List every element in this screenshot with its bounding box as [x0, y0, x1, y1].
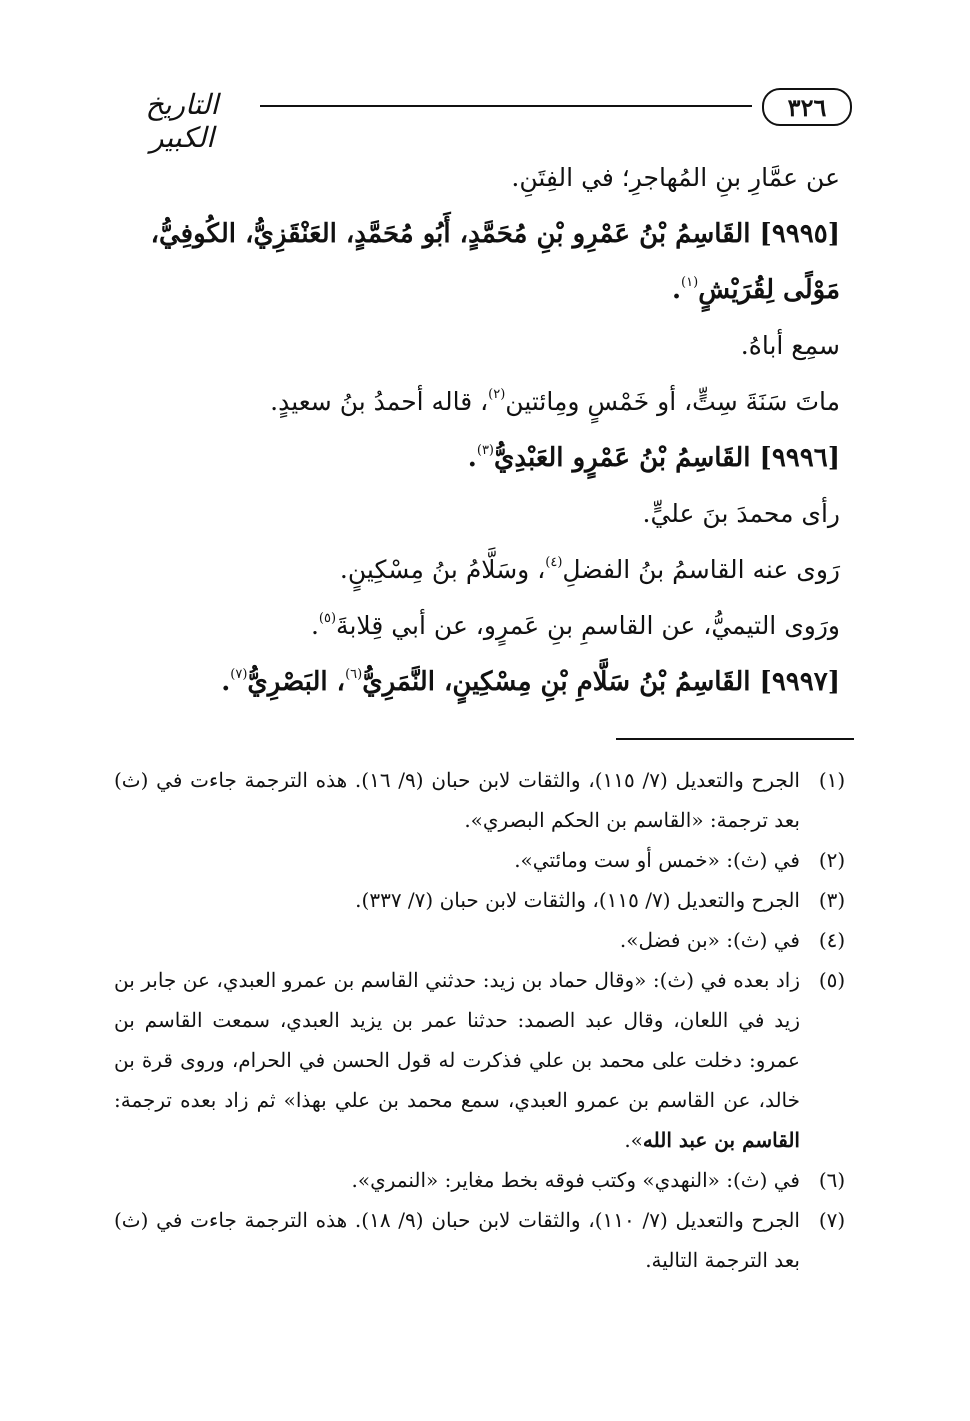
- text-line: ورَوى التيميُّ، عن القاسمِ بنِ عَمرٍو، عن أبي قِلابةَ$^{(٥)}$.: [310, 611, 840, 640]
- page-header: [112, 86, 852, 154]
- footnote-text: في (ث): «النهدي» وكتب فوقه بخط مغاير: «النمري».: [351, 1168, 800, 1192]
- footnote-number: (٤): [818, 928, 846, 952]
- entry-heading: [٩٩٩٦] القَاسِمُ بْنُ عَمْرٍو العَبْدِيُّ$^{(٣)}$.: [467, 443, 840, 473]
- book-title: التاريخ الكبير: [145, 88, 219, 154]
- footnote-text: في (ث): «بن فضل».: [619, 928, 800, 952]
- main-text: [120, 150, 840, 710]
- footnote-text: الجرح والتعديل (٧/ ١١٠)، والثقات لابن حبان (٩/ ١٨). هذه الترجمة جاءت في (ث) بعد الترجمة التالية.: [114, 1208, 800, 1272]
- footnote-text: الجرح والتعديل (٧/ ١١٥)، والثقات لابن حبان (٩/ ١٦). هذه الترجمة جاءت في (ث) بعد ترجمة: «القاسم بن الحكم البصري».: [114, 768, 800, 832]
- footnote: [114, 920, 854, 960]
- text-line: سمِع أباهُ.: [740, 331, 840, 360]
- footnote: [114, 840, 854, 880]
- footnote-text: زاد بعده في (ث): «وقال حماد بن زيد: حدثني القاسم بن عمرو العبدي، عن جابر بن زيد في اللعان، وقال عبد الصمد: حدثنا عمر بن يزيد العبدي، سمعت القاسم بن عمرو: دخلت على محمد بن علي فذكرت له قول الحسن في الحرام، وروى قرة بن خالد، عن القاسم بن عمرو العبدي، سمع محمد بن علي بهذا» ثم زاد بعده ترجمة:: [114, 968, 800, 1112]
- footnote-ref[interactable]: (٤): [545, 555, 563, 570]
- footnote-ref[interactable]: (١): [681, 275, 699, 290]
- footnote-number: (١): [818, 768, 846, 792]
- footnote: [114, 760, 854, 840]
- footnote: [114, 880, 854, 920]
- footnote-ref[interactable]: (٣): [476, 443, 494, 458]
- text-line: ماتَ سَنَةَ سِتٍّ، أو خَمْسٍ ومِائتين$^{(٢)}$، قاله أحمدُ بنُ سعيدٍ.: [270, 387, 840, 416]
- text-line: رأى محمدَ بنَ عليٍّ.: [642, 499, 840, 528]
- footnote-tail: ».: [624, 1128, 643, 1152]
- footnote-ref[interactable]: (٥): [318, 611, 337, 626]
- footnote-text: الجرح والتعديل (٧/ ١١٥)، والثقات لابن حبان (٧/ ٣٣٧).: [355, 888, 800, 912]
- footnote: [114, 1200, 854, 1280]
- footnote: [114, 1160, 854, 1200]
- entry-heading: [٩٩٩٥] القَاسِمُ بْنُ عَمْرِو بْنِ مُحَمَّدٍ، أَبُو مُحَمَّدٍ، العَنْقَزِيُّ، الكُوفِيُّ،: [150, 219, 840, 249]
- footnote-ref[interactable]: (٧): [230, 667, 248, 682]
- footnote-ref[interactable]: (٦): [345, 667, 363, 682]
- footnote: [114, 960, 854, 1160]
- footnote-number: (٧): [818, 1208, 846, 1232]
- text-line: رَوى عنه القاسمُ بنُ الفضلِ$^{(٤)}$، وسَلَّامُ بنُ مِسْكِينٍ.: [339, 555, 840, 584]
- footnote-bold-title: القاسم بن عبد الله: [642, 1128, 800, 1152]
- footnote-ref[interactable]: (٢): [488, 387, 506, 402]
- entry-heading-continuation: مَوْلًى لِقُرَيْشٍ$^{(١)}$.: [671, 275, 840, 305]
- footnote-text: في (ث): «خمس أو ست ومائتي».: [514, 848, 800, 872]
- entry-heading: [٩٩٩٧] القَاسِمُ بْنُ سَلَّامِ بْنِ مِسْكِينٍ، النَّمَرِيُّ$^{(٦)}$، البَصْرِيُّ$^{(٧)}$.: [221, 667, 840, 697]
- footnotes: [114, 760, 854, 1280]
- footnote-number: (٣): [818, 888, 846, 912]
- header-rule: [260, 105, 752, 107]
- footnote-number: (٢): [818, 848, 846, 872]
- footnote-divider: [616, 738, 854, 740]
- footnote-number: (٦): [818, 1168, 846, 1192]
- page-number: ٣٢٦: [762, 88, 852, 126]
- footnote-number: (٥): [818, 968, 846, 992]
- text-line: عن عمَّارِ بنِ المُهاجرِ؛ في الفِتَنِ.: [511, 163, 840, 192]
